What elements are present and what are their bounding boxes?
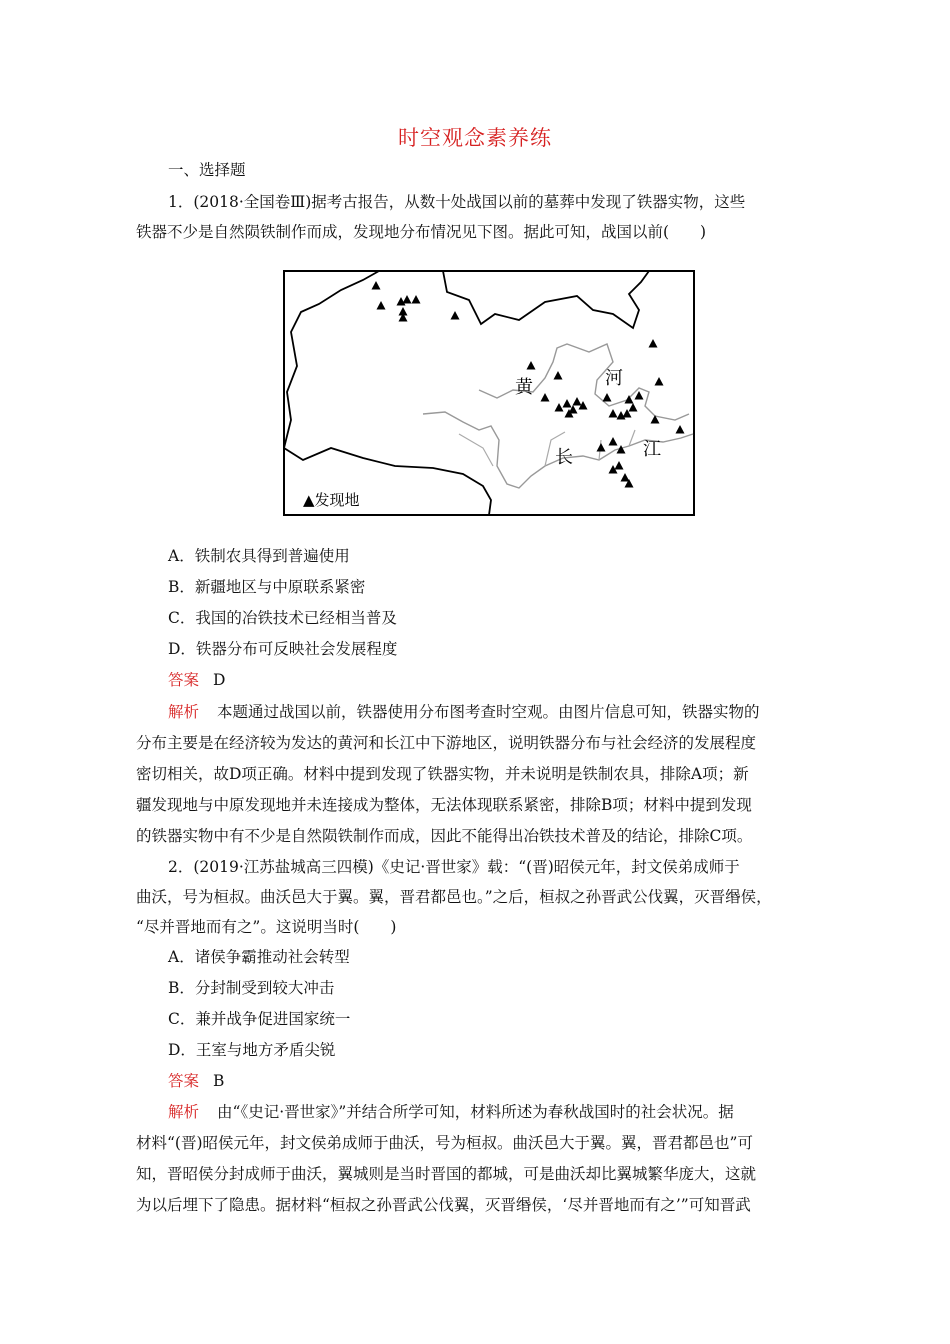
q2-stem-line: 2．(2019·江苏盐城高三四模)《史记·晋世家》载：“(晋)昭侯元年，封文侯弟成师于 — [168, 858, 740, 876]
q2-stem-line: 曲沃，号为桓叔。曲沃邑大于翼。翼，晋君都邑也。”之后，桓叔之孙晋武公伐翼，灭晋缗侯， — [136, 888, 772, 906]
q1-option-b: B．新疆地区与中原联系紧密 — [168, 578, 366, 596]
section-heading: 一、选择题 — [168, 161, 246, 179]
iron-artifact-map — [283, 270, 695, 516]
answer-label: 答案 — [168, 671, 200, 689]
q1-analysis-line: 的铁器实物中有不少是自然陨铁制作而成，因此不能得出冶铁技术普及的结论，排除C项。 — [136, 827, 753, 845]
answer-label: 答案 — [168, 1072, 200, 1090]
q1-stem-line: 铁器不少是自然陨铁制作而成，发现地分布情况见下图。据此可知，战国以前( ) — [136, 223, 707, 241]
q2-analysis-line: 解析 由“《史记·晋世家》”并结合所学可知，材料所述为春秋战国时的社会状况。据 — [168, 1103, 734, 1121]
q2-option-d: D．王室与地方矛盾尖锐 — [168, 1041, 336, 1059]
q1-analysis-line: 解析 本题通过战国以前，铁器使用分布图考查时空观。由图片信息可知，铁器实物的 — [168, 703, 760, 721]
q2-analysis-line: 知，晋昭侯分封成师于曲沃，翼城则是当时晋国的都城，可是曲沃却比翼城繁华庞大，这就 — [136, 1165, 757, 1183]
map-legend: ▲发现地 — [303, 491, 360, 509]
map-label-he: 河 — [605, 368, 623, 389]
answer-value: B — [213, 1072, 225, 1090]
q2-analysis-line: 为以后埋下了隐患。据材料“桓叔之孙晋武公伐翼，灭晋缗侯，‘尽并晋地而有之’”可知晋武 — [136, 1196, 751, 1214]
q2-option-a: A．诸侯争霸推动社会转型 — [168, 948, 350, 966]
q1-analysis-line: 分布主要是在经济较为发达的黄河和长江中下游地区，说明铁器分布与社会经济的发展程度 — [136, 734, 757, 752]
q2-analysis-line: 材料“(晋)昭侯元年，封文侯弟成师于曲沃，号为桓叔。曲沃邑大于翼。翼，晋君都邑也”可 — [136, 1134, 753, 1152]
q1-option-d: D．铁器分布可反映社会发展程度 — [168, 640, 398, 658]
analysis-label: 解析 — [168, 703, 200, 721]
map-label-chang: 长 — [555, 447, 573, 468]
q1-option-c: C．我国的冶铁技术已经相当普及 — [168, 609, 397, 627]
map-label-jiang: 江 — [643, 439, 661, 460]
q2-option-c: C．兼并战争促进国家统一 — [168, 1010, 351, 1028]
page-title: 时空观念素养练 — [398, 126, 552, 150]
map-label-huang: 黄 — [515, 377, 533, 398]
analysis-label: 解析 — [168, 1103, 200, 1121]
map-frame — [284, 271, 694, 515]
q2-answer — [168, 1071, 224, 1091]
q1-analysis-line: 密切相关，故D项正确。材料中提到发现了铁器实物，并未说明是铁制农具，排除A项；新 — [136, 765, 749, 783]
q2-stem-line: “尽并晋地而有之”。这说明当时( ) — [136, 918, 397, 936]
q1-option-a: A．铁制农具得到普遍使用 — [168, 547, 350, 565]
q1-analysis-line: 疆发现地与中原发现地并未连接成为整体，无法体现联系紧密，排除B项；材料中提到发现 — [136, 796, 752, 814]
q1-answer — [168, 670, 225, 690]
q2-option-b: B．分封制受到较大冲击 — [168, 979, 335, 997]
answer-value: D — [213, 671, 226, 689]
q1-stem-line: 1．(2018·全国卷Ⅲ)据考古报告，从数十处战国以前的墓葬中发现了铁器实物，这些 — [168, 193, 746, 211]
